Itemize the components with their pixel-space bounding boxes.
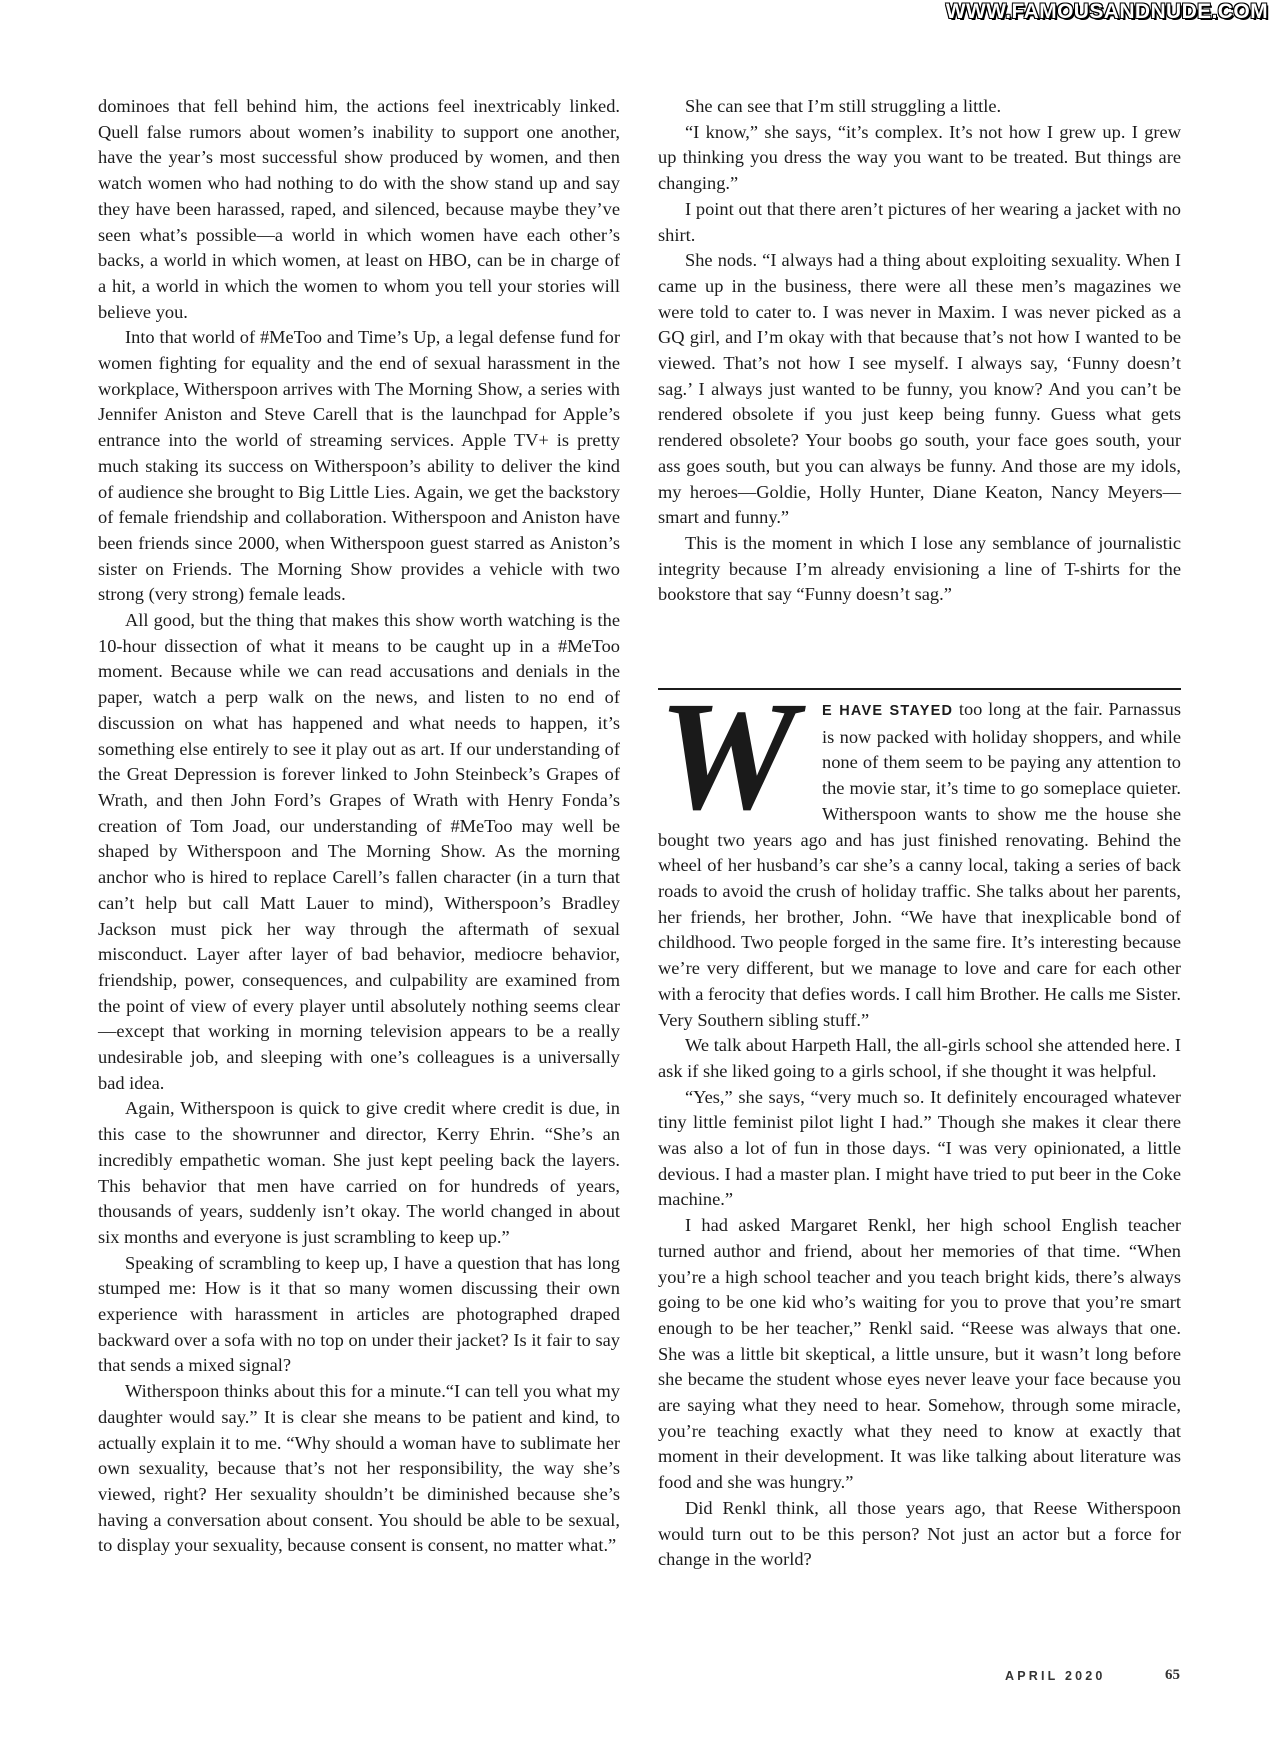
lead-in-text: E HAVE STAYED (822, 703, 954, 720)
article-paragraph: We talk about Harpeth Hall, the all-girls school she attended here. I ask if she liked going to a girls school, if she thought it was helpful. (658, 1035, 1181, 1081)
page-number: 65 (1165, 1667, 1180, 1683)
article-paragraph: Into that world of #MeToo and Time’s Up, a legal defense fund for women fighting for equality and the end of sexual harassment in the workplace, Witherspoon arrives with The Morning Show, a series with Jennifer Aniston and Steve Carell that is the launchpad for Apple’s entrance into the world of streaming services. Apple TV+ is pretty much staking its success on Witherspoon’s ability to deliver the kind of audience she brought to Big Little Lies. Again, we get the backstory of female friendship and collaboration. Witherspoon and Aniston have been friends since 2000, when Witherspoon guest starred as Aniston’s sister on Friends. The Morning Show provides a vehicle with two strong (very strong) female leads. (98, 327, 620, 605)
drop-cap: W (658, 669, 797, 843)
section-opening (658, 669, 1181, 1033)
article-paragraph: She can see that I’m still struggling a little. (685, 96, 1002, 116)
article-column-left (98, 94, 620, 1559)
article-paragraph: dominoes that fell behind him, the actions feel inextricably linked. Quell false rumors about women’s inability to support one another, have the year’s most successful show produced by women, and then watch women who had nothing to do with the show stand up and say they have been harassed, raped, and silenced, because maybe they’ve seen what’s possible—a world in which women have each other’s backs, a world in which women, at least on HBO, can be in charge of a hit, a world in which the women to whom you tell your stories will believe you. (98, 96, 620, 322)
article-paragraph: “Yes,” she says, “very much so. It definitely encouraged whatever tiny little feminist pilot light I had.” Though she makes it clear there was also a lot of fun in those days. “I was very opinionated, a little devious. I had a master plan. I might have tried to put beer in the Coke machine.” (658, 1086, 1181, 1210)
page-footer (0, 1669, 1280, 1691)
article-paragraph: Witherspoon thinks about this for a minute.“I can tell you what my daughter would say.” It is clear she means to be patient and kind, to actually explain it to me. “Why should a woman have to sublimate her own sexuality, because that’s not her responsibility, the way she’s viewed, right? Her sexuality shouldn’t be diminished because she’s having a conversation about consent. You should be able to be sexual, to display your sexuality, because consent is consent, no matter what.” (98, 1381, 620, 1556)
article-paragraph: This is the moment in which I lose any semblance of journalistic integrity because I’m already envisioning a line of T-shirts for the bookstore that say “Funny doesn’t sag.” (658, 532, 1181, 605)
article-paragraph: Again, Witherspoon is quick to give credit where credit is due, in this case to the showrunner and director, Kerry Ehrin. “She’s an incredibly empathetic woman. She just kept peeling back the layers. This behavior that men have carried on for hundreds of years, thousands of years, suddenly isn’t okay. The world changed in about six months and everyone is just scrambling to keep up.” (98, 1098, 620, 1247)
article-paragraph: “I know,” she says, “it’s complex. It’s not how I grew up. I grew up thinking you dress the way you want to be treated. But things are changing.” (658, 121, 1181, 194)
issue-date: APRIL 2020 (1005, 1669, 1106, 1683)
watermark-text: WWW.FAMOUSANDNUDE.COM (945, 0, 1268, 23)
section-first-paragraph-text: too long at the fair. Parnassus is now packed with holiday shoppers, and while none of them seem to be paying any attention to the movie star, it’s time to go someplace quieter. Witherspoon wants to show me the house she bought two years ago and has just finished renovating. Behind the wheel of her husband’s car she’s a canny local, taking a series of back roads to avoid the crush of holiday traffic. She talks about her parents, her friends, her brother, John. “We have that inexplicable bond of childhood. Two people forged in the same fire. It’s interesting because we’re very different, but we manage to love and care for each other with a ferocity that defies words. I call him Brother. He calls me Sister. Very Southern sibling stuff.” (658, 699, 1181, 1030)
article-paragraph: Speaking of scrambling to keep up, I have a question that has long stumped me: How is it that so many women discussing their own experience with harassment in articles are photographed draped backward over a sofa with no top on under their jacket? Is it fair to say that sends a mixed signal? (98, 1252, 620, 1376)
article-paragraph: She nods. “I always had a thing about exploiting sexuality. When I came up in the business, there were all these men’s magazines we were told to cater to. I was never in Maxim. I was never picked as a GQ girl, and I’m okay with that because that’s not how I wanted to be viewed. That’s not how I see myself. I always say, ‘Funny doesn’t sag.’ I always just wanted to be funny, you know? And you can’t be rendered obsolete if you just keep being funny. Guess what gets rendered obsolete? Your boobs go south, your face goes south, your ass goes south, but you can always be funny. And those are my idols, my heroes—Goldie, Holly Hunter, Diane Keaton, Nancy Meyers—smart and funny.” (658, 250, 1181, 528)
article-paragraph: Did Renkl think, all those years ago, that Reese Witherspoon would turn out to be this person? Not just an actor but a force for change in the world? (658, 1497, 1181, 1570)
article-paragraph: I point out that there aren’t pictures of her wearing a jacket with no shirt. (658, 198, 1181, 245)
article-column-right (658, 94, 1181, 1573)
article-paragraph: I had asked Margaret Renkl, her high school English teacher turned author and friend, about her memories of that time. “When you’re a high school teacher and you teach bright kids, there’s always going to be one kid who’s waiting for you to prove that you’re smart enough to be her teacher,” Renkl said. “Reese was always that one. She was a little bit skeptical, a little unsure, but it wasn’t long before she became the student whose eyes never leave your face because you are saying what they need to hear. Somehow, through some miracle, you’re teaching exactly what they need to know at exactly that moment in their development. It was like talking about literature was food and she was hungry.” (658, 1215, 1181, 1493)
article-paragraph: All good, but the thing that makes this show worth watching is the 10-hour dissection of what it means to be caught up in a #MeToo moment. Because while we can read accusations and denials in the paper, watch a perp walk on the news, and listen to no end of discussion on what has happened and what needs to happen, it’s something else entirely to see it play out as art. If our understanding of the Great Depression is forever linked to John Steinbeck’s Grapes of Wrath, and then John Ford’s Grapes of Wrath with Henry Fonda’s creation of Tom Joad, our understanding of #MeToo may well be shaped by Witherspoon and The Morning Show. As the morning anchor who is hired to replace Carell’s fallen character (in a turn that can’t help but call Matt Lauer to mind), Witherspoon’s Bradley Jackson must pick her way through the aftermath of sexual misconduct. Layer after layer of bad behavior, mediocre behavior, friendship, power, consequences, and culpability are examined from the point of view of every player until absolutely nothing seems clear—except that working in morning television appears to be a really undesirable job, and sleeping with one’s colleagues is a universally bad idea. (98, 610, 620, 1093)
